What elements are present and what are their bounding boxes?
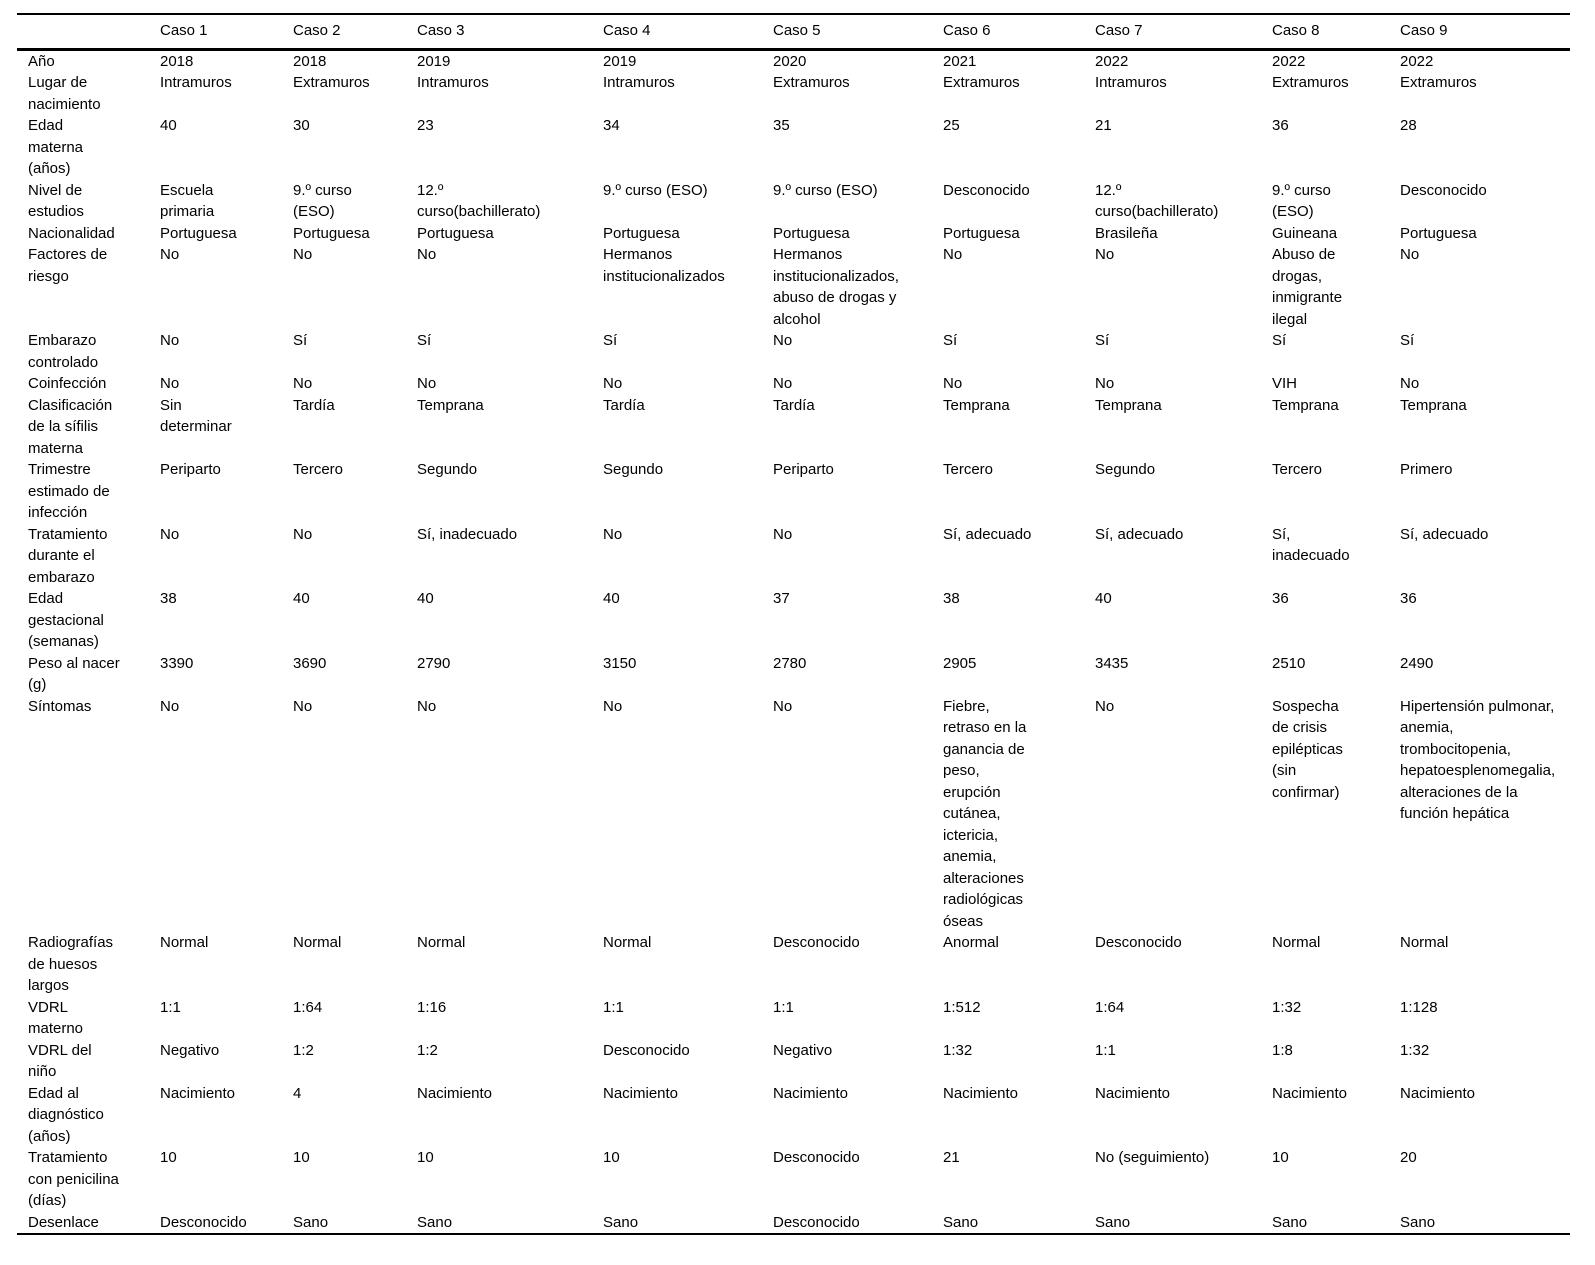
table-cell: Abuso de drogas, inmigrante ilegal [1272, 246, 1343, 328]
table-cell: Intramuros [603, 74, 675, 91]
table-cell: 2018 [160, 52, 194, 70]
table-cell: 30 [293, 117, 310, 134]
table-cell: 1:128 [1400, 998, 1438, 1016]
table-cell: Temprana [943, 396, 1010, 414]
table-cell: Segundo [603, 461, 664, 478]
table-cell: 1:1 [773, 998, 794, 1016]
table-cell: Portuguesa [1400, 224, 1477, 242]
row-label: Peso al nacer (g) [28, 654, 120, 693]
table-cell: 1:2 [293, 1041, 314, 1059]
table-cell: Intramuros [417, 74, 489, 91]
column-header: Caso 1 [160, 14, 293, 49]
column-header: Caso 7 [1095, 14, 1272, 49]
table-row [17, 932, 1570, 997]
table-cell: Sí, adecuado [943, 525, 1032, 543]
table-cell: 1:64 [293, 998, 323, 1016]
table-cell: Guineana [1272, 224, 1338, 242]
table-cell: Temprana [1272, 396, 1339, 414]
table-cell: Portuguesa [417, 224, 494, 242]
table-row [17, 180, 1570, 223]
table-cell: Hipertensión pulmonar, anemia, trombocitopenia, hepatoesplenomegalia, alteraciones de la función hepática [1400, 697, 1556, 822]
table-cell: No [417, 375, 437, 392]
row-label: Embarazo controlado [28, 332, 99, 371]
table-cell: No [773, 332, 793, 349]
column-header: Caso 6 [943, 14, 1095, 49]
table-cell: Portuguesa [943, 224, 1020, 242]
table-cell: 20 [1400, 1149, 1417, 1166]
column-header: Caso 9 [1400, 14, 1570, 49]
table-cell: 2019 [603, 52, 637, 70]
table-cell: Sí, inadecuado [1272, 525, 1350, 564]
table-cell: 10 [603, 1149, 620, 1166]
table-cell: Sí [1400, 332, 1415, 349]
table-cell: Portuguesa [773, 224, 850, 242]
table-cell: No [293, 375, 313, 392]
table-cell: No [603, 697, 623, 715]
table-cell: 12.º curso(bachillerato) [417, 181, 541, 220]
table-cell: Portuguesa [603, 224, 680, 242]
table-cell: 2020 [773, 52, 807, 70]
table-body [17, 49, 1570, 1234]
table-cell: No [943, 375, 963, 392]
table-cell: 3390 [160, 654, 194, 672]
column-header: Caso 4 [603, 14, 773, 49]
table-cell: Normal [160, 934, 209, 951]
table-cell: Sí [293, 332, 308, 349]
table-row [17, 1147, 1570, 1212]
table-cell: 35 [773, 117, 790, 134]
table-cell: Negativo [160, 1041, 220, 1059]
table-cell: 9.º curso (ESO) [1272, 181, 1331, 220]
table-cell: No [293, 525, 313, 543]
table-cell: No [417, 246, 437, 263]
table-cell: No [293, 246, 313, 263]
table-cell: Desconocido [773, 1149, 860, 1166]
table-cell: 1:64 [1095, 998, 1125, 1016]
table-cell: Nacimiento [417, 1084, 493, 1102]
table-cell: No [160, 697, 180, 715]
table-cell: No [773, 375, 793, 392]
row-label: Trimestre estimado de infección [28, 461, 110, 521]
table-cell: 9.º curso (ESO) [293, 181, 352, 220]
table-cell: Sí [417, 332, 432, 349]
table-cell: 36 [1400, 590, 1417, 607]
column-header: Caso 5 [773, 14, 943, 49]
table-row [17, 1212, 1570, 1235]
table-row [17, 653, 1570, 696]
table-cell: Extramuros [1400, 74, 1477, 91]
table-cell: Desconocido [1400, 181, 1487, 199]
table-cell: Nacimiento [943, 1084, 1019, 1102]
table-cell: 21 [1095, 117, 1112, 134]
table-cell: Sano [1272, 1213, 1308, 1231]
table-cell: Desconocido [943, 181, 1030, 199]
table-cell: 1:32 [943, 1041, 973, 1059]
table-cell: No [417, 697, 437, 715]
table-row [17, 373, 1570, 395]
table-cell: No [1095, 246, 1115, 263]
table-cell: Portuguesa [293, 224, 370, 242]
table-cell: 23 [417, 117, 434, 134]
column-header: Caso 2 [293, 14, 417, 49]
table-cell: Portuguesa [160, 224, 237, 242]
table-cell: 36 [1272, 117, 1289, 134]
table-cell: Normal [293, 934, 342, 951]
table-cell: No [160, 375, 180, 392]
table-cell: Tardía [773, 396, 815, 414]
table-cell: No [603, 525, 623, 543]
table-cell: Intramuros [1095, 74, 1167, 91]
table-cell: No [1400, 375, 1420, 392]
row-label: Factores de riesgo [28, 246, 108, 285]
table-cell: Anormal [943, 934, 999, 951]
table-cell: Sano [1095, 1213, 1131, 1231]
table-cell: 1:1 [603, 998, 624, 1016]
row-label: Edad al diagnóstico (años) [28, 1084, 104, 1145]
table-cell: Segundo [417, 461, 478, 478]
table-cell: 2022 [1400, 52, 1434, 70]
table-row [17, 459, 1570, 524]
table-cell: 2510 [1272, 654, 1306, 672]
table-cell: 37 [773, 590, 790, 607]
table-header [17, 14, 1570, 49]
row-label: Lugar de nacimiento [28, 74, 101, 113]
cases-table [17, 13, 1570, 1235]
table-row [17, 330, 1570, 373]
table-cell: Nacimiento [773, 1084, 849, 1102]
table-cell: 25 [943, 117, 960, 134]
column-header: Caso 3 [417, 14, 603, 49]
table-cell: 40 [293, 590, 310, 607]
header-row [17, 14, 1570, 49]
table-cell: 40 [160, 117, 177, 134]
table-cell: 10 [417, 1149, 434, 1166]
table-cell: Normal [1272, 934, 1321, 951]
table-cell: Escuela primaria [160, 181, 215, 220]
table-cell: No [160, 332, 180, 349]
table-cell: Tercero [1272, 461, 1323, 478]
table-cell: Temprana [417, 396, 484, 414]
table-cell: Sí, adecuado [1400, 525, 1489, 543]
table-row [17, 395, 1570, 460]
table-row [17, 997, 1570, 1040]
table-cell: 4 [293, 1084, 302, 1102]
table-cell: 3690 [293, 654, 327, 672]
table-cell: 34 [603, 117, 620, 134]
table-cell: Tardía [603, 396, 645, 414]
table-cell: 10 [293, 1149, 310, 1166]
table-cell: Sí, inadecuado [417, 525, 518, 543]
table-row [17, 696, 1570, 933]
table-cell: Desconocido [603, 1041, 690, 1059]
table-cell: Sí [1272, 332, 1287, 349]
table-cell: No [773, 525, 793, 543]
table-cell: No (seguimiento) [1095, 1149, 1210, 1166]
row-label: Tratamiento con penicilina (días) [28, 1149, 119, 1209]
table-cell: Hermanos institucionalizados [603, 246, 725, 285]
table-cell: 2905 [943, 654, 977, 672]
table-cell: Tercero [293, 461, 344, 478]
table-cell: 2490 [1400, 654, 1434, 672]
row-label: Desenlace [28, 1213, 99, 1231]
table-cell: No [160, 246, 180, 263]
table-cell: Normal [603, 934, 652, 951]
row-label: Edad materna (años) [28, 117, 84, 177]
row-label: Nacionalidad [28, 224, 115, 242]
table-cell: No [1400, 246, 1420, 263]
row-label: VDRL del niño [28, 1041, 92, 1080]
table-row [17, 1083, 1570, 1148]
table-cell: Sano [943, 1213, 979, 1231]
table-cell: 21 [943, 1149, 960, 1166]
row-label: Síntomas [28, 697, 92, 715]
table-cell: 1:32 [1400, 1041, 1430, 1059]
table-cell: 38 [160, 590, 177, 607]
table-cell: Extramuros [1272, 74, 1349, 91]
table-cell: 36 [1272, 590, 1289, 607]
table-cell: 2022 [1272, 52, 1306, 70]
table-cell: 2019 [417, 52, 451, 70]
table-cell: No [943, 246, 963, 263]
table-cell: 10 [160, 1149, 177, 1166]
table-cell: Sano [417, 1213, 453, 1231]
table-cell: No [1095, 697, 1115, 715]
row-label: Tratamiento durante el embarazo [28, 525, 108, 586]
table-cell: Normal [417, 934, 466, 951]
table-cell: Nacimiento [160, 1084, 236, 1102]
table-cell: Nacimiento [1272, 1084, 1348, 1102]
table-cell: Nacimiento [1400, 1084, 1476, 1102]
table-cell: Brasileña [1095, 224, 1158, 242]
table-cell: Nacimiento [603, 1084, 679, 1102]
table-cell: Segundo [1095, 461, 1156, 478]
row-label: Clasificación de la sífilis materna [28, 396, 113, 457]
table-cell: 2780 [773, 654, 807, 672]
table-cell: No [160, 525, 180, 543]
table-cell: Periparto [773, 461, 834, 478]
row-label: Edad gestacional (semanas) [28, 590, 104, 650]
table-row [17, 49, 1570, 72]
table-cell: 1:512 [943, 998, 981, 1016]
table-cell: 40 [603, 590, 620, 607]
table-cell: 2790 [417, 654, 451, 672]
table-cell: Temprana [1400, 396, 1467, 414]
table-cell: 28 [1400, 117, 1417, 134]
table-cell: Normal [1400, 934, 1449, 951]
row-label: Coinfección [28, 375, 107, 392]
column-header: Caso 8 [1272, 14, 1400, 49]
table-cell: Intramuros [160, 74, 232, 91]
table-cell: Sí, adecuado [1095, 525, 1184, 543]
table-cell: 1:1 [1095, 1041, 1116, 1059]
table-row [17, 1040, 1570, 1083]
table-cell: 2018 [293, 52, 327, 70]
table-cell: 9.º curso (ESO) [773, 181, 878, 199]
table-cell: Extramuros [773, 74, 850, 91]
table-cell: Negativo [773, 1041, 833, 1059]
table-cell: Extramuros [943, 74, 1020, 91]
table-row [17, 72, 1570, 115]
table-cell: Tardía [293, 396, 335, 414]
table-cell: 1:1 [160, 998, 181, 1016]
table-cell: Hermanos institucionalizados, abuso de drogas y alcohol [773, 246, 899, 328]
table-cell: 1:16 [417, 998, 447, 1016]
table-cell: Desconocido [160, 1213, 247, 1231]
row-label: Nivel de estudios [28, 181, 84, 220]
table-cell: 1:32 [1272, 998, 1302, 1016]
table-cell: 10 [1272, 1149, 1289, 1166]
table-cell: Temprana [1095, 396, 1162, 414]
table-cell: No [293, 697, 313, 715]
table-cell: 9.º curso (ESO) [603, 181, 708, 199]
table-row [17, 524, 1570, 589]
table-cell: Sano [603, 1213, 639, 1231]
table-cell: 1:8 [1272, 1041, 1293, 1059]
table-cell: Sano [293, 1213, 329, 1231]
row-label: Año [28, 52, 55, 70]
table-cell: Fiebre, retraso en la ganancia de peso, erupción cutánea, ictericia, anemia, alteraciones radiológicas óseas [943, 697, 1027, 930]
table-row [17, 115, 1570, 180]
table-cell: Sí [603, 332, 618, 349]
row-label: Radiografías de huesos largos [28, 934, 114, 994]
table-cell: 40 [1095, 590, 1112, 607]
table-cell: Nacimiento [1095, 1084, 1171, 1102]
table-cell: 3435 [1095, 654, 1129, 672]
table-cell: Sano [1400, 1213, 1436, 1231]
table-row [17, 223, 1570, 245]
table-cell: Desconocido [773, 934, 860, 951]
table-cell: Extramuros [293, 74, 370, 91]
table-cell: Sí [1095, 332, 1110, 349]
table-cell: Desconocido [773, 1213, 860, 1231]
table-cell: 2021 [943, 52, 977, 70]
table-cell: Desconocido [1095, 934, 1182, 951]
row-label: VDRL materno [28, 998, 84, 1037]
table-cell: 40 [417, 590, 434, 607]
table-cell: No [603, 375, 623, 392]
table-cell: VIH [1272, 375, 1298, 392]
table-row [17, 244, 1570, 330]
table-cell: Sí [943, 332, 958, 349]
table-cell: No [1095, 375, 1115, 392]
table-cell: 3150 [603, 654, 637, 672]
table-cell: 1:2 [417, 1041, 438, 1059]
table-cell: 38 [943, 590, 960, 607]
table-cell: Primero [1400, 461, 1453, 478]
table-cell: Periparto [160, 461, 221, 478]
table-cell: Tercero [943, 461, 994, 478]
table-cell: Sin determinar [160, 396, 232, 435]
table-cell: Sospecha de crisis epilépticas (sin confirmar) [1272, 697, 1343, 801]
table-cell: 2022 [1095, 52, 1129, 70]
table-cell: No [773, 697, 793, 715]
corner-cell [17, 14, 160, 49]
table-row [17, 588, 1570, 653]
table-cell: 12.º curso(bachillerato) [1095, 181, 1219, 220]
